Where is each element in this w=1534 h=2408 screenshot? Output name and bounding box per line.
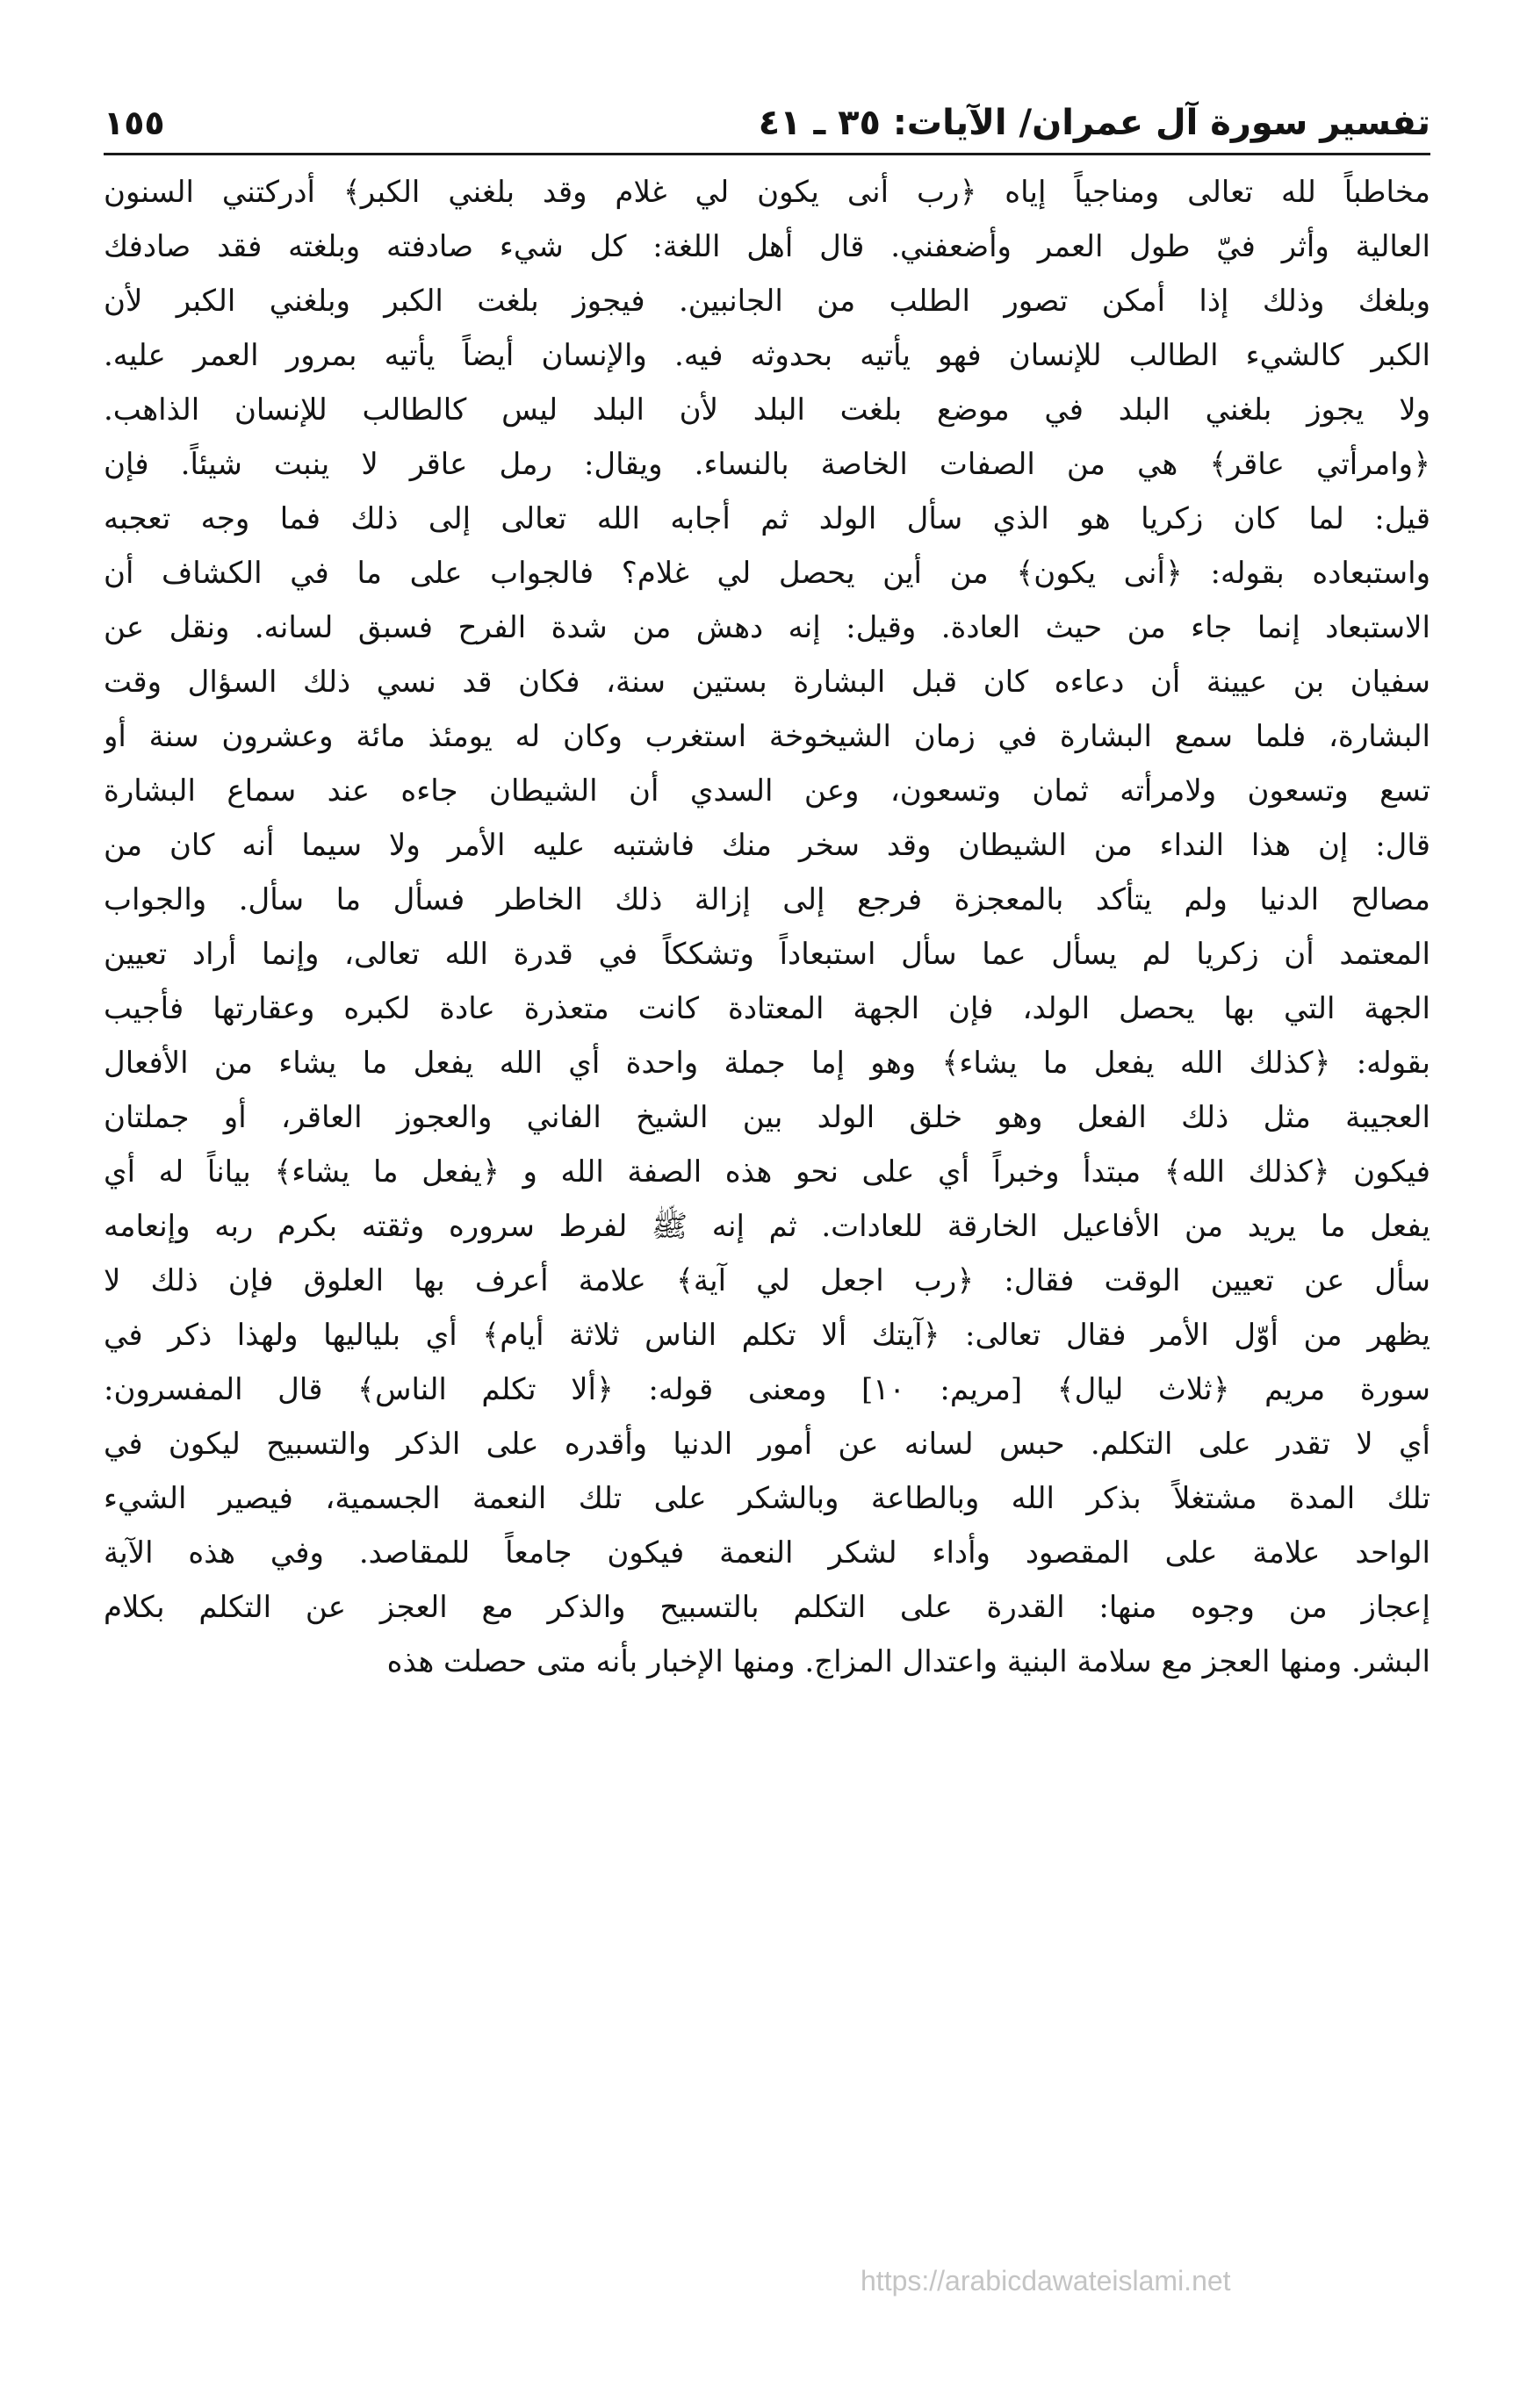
text-line: الكبر كالشيء الطالب للإنسان فهو يأتيه بحدوثه فيه. والإنسان أيضاً يأتيه بمرور العمر عليه. [104, 338, 1430, 373]
text-line: قال: إن هذا النداء من الشيطان وقد سخر منك فاشتبه عليه الأمر ولا سيما أنه كان من [104, 828, 1430, 863]
text-line: الجهة التي بها يحصل الولد، فإن الجهة المعتادة كانت متعذرة عادة لكبره وعقارتها فأجيب [104, 991, 1430, 1026]
text-line: الواحد علامة على المقصود وأداء لشكر النعمة فيكون جامعاً للمقاصد. وفي هذه الآية [104, 1535, 1430, 1571]
header-divider [104, 153, 1430, 155]
text-line: ولا يجوز بلغني البلد في موضع بلغت البلد لأن البلد ليس كالطالب للإنسان الذاهب. [104, 392, 1430, 428]
text-line: مخاطباً لله تعالى ومناجياً إياه ﴿رب أنى يكون لي غلام وقد بلغني الكبر﴾ أدركتني السنون [104, 175, 1430, 210]
running-title: تفسير سورة آل عمران/ الآيات: ٣٥ ـ ٤١ [758, 103, 1430, 143]
tafsir-body-text [104, 165, 1430, 1689]
text-line: يفعل ما يريد من الأفاعيل الخارقة للعادات. ثم إنه ﷺ لفرط سروره وثقته بكرم ربه وإنعامه [104, 1209, 1430, 1244]
text-line: البشر. ومنها العجز مع سلامة البنية واعتدال المزاج. ومنها الإخبار بأنه متى حصلت هذه [386, 1644, 1430, 1679]
text-line: تلك المدة مشتغلاً بذكر الله وبالطاعة وبالشكر على تلك النعمة الجسمية، فيصير الشيء [104, 1481, 1430, 1516]
text-line: بقوله: ﴿كذلك الله يفعل ما يشاء﴾ وهو إما جملة واحدة أي الله يفعل ما يشاء من الأفعال [104, 1046, 1430, 1081]
text-line: سفيان بن عيينة أن دعاءه كان قبل البشارة بستين سنة، فكان قد نسي ذلك السؤال وقت [104, 665, 1430, 700]
text-line: قيل: لما كان زكريا هو الذي سأل الولد ثم أجابه الله تعالى إلى ذلك فما وجه تعجبه [104, 501, 1430, 536]
text-line: تسع وتسعون ولامرأته ثمان وتسعون، وعن السدي أن الشيطان جاءه عند سماع البشارة [104, 773, 1430, 809]
text-line: العالية وأثر فيّ طول العمر وأضعفني. قال أهل اللغة: كل شيء صادفته وبلغته فقد صادفك [104, 229, 1430, 264]
text-line: ﴿وامرأتي عاقر﴾ هي من الصفات الخاصة بالنساء. ويقال: رمل عاقر لا ينبت شيئاً. فإن [104, 447, 1430, 482]
text-line: سورة مريم ﴿ثلاث ليال﴾ [مريم: ١٠] ومعنى قوله: ﴿ألا تكلم الناس﴾ قال المفسرون: [104, 1372, 1430, 1407]
text-line: فيكون ﴿كذلك الله﴾ مبتدأ وخبراً أي على نحو هذه الصفة الله و ﴿يفعل ما يشاء﴾ بياناً له أي [104, 1154, 1430, 1190]
text-line: أي لا تقدر على التكلم. حبس لسانه عن أمور الدنيا وأقدره على الذكر والتسبيح ليكون في [104, 1427, 1430, 1462]
page-header [104, 97, 1430, 156]
text-line: العجيبة مثل ذلك الفعل وهو خلق الولد بين الشيخ الفاني والعجوز العاقر، أو جملتان [104, 1100, 1430, 1135]
page-number: ١٥٥ [104, 104, 165, 142]
text-line: وبلغك وذلك إذا أمكن تصور الطلب من الجانبين. فيجوز بلغت الكبر وبلغني الكبر لأن [104, 284, 1430, 319]
text-line: سأل عن تعيين الوقت فقال: ﴿رب اجعل لي آية﴾ علامة أعرف بها العلوق فإن ذلك لا [104, 1263, 1430, 1298]
text-line: مصالح الدنيا ولم يتأكد بالمعجزة فرجع إلى إزالة ذلك الخاطر فسأل ما سأل. والجواب [104, 882, 1430, 917]
text-line: البشارة، فلما سمع البشارة في زمان الشيخوخة استغرب وكان له يومئذ مائة وعشرون سنة أو [104, 719, 1430, 754]
text-line: الاستبعاد إنما جاء من حيث العادة. وقيل: إنه دهش من شدة الفرح فسبق لسانه. ونقل عن [104, 610, 1430, 645]
text-line: إعجاز من وجوه منها: القدرة على التكلم بالتسبيح والذكر مع العجز عن التكلم بكلام [104, 1590, 1430, 1625]
text-line: المعتمد أن زكريا لم يسأل عما سأل استبعاداً وتشككاً في قدرة الله تعالى، وإنما أراد تعيين [104, 937, 1430, 972]
source-watermark: https://arabicdawateislami.net [861, 2265, 1231, 2297]
text-line: يظهر من أوّل الأمر فقال تعالى: ﴿آيتك ألا تكلم الناس ثلاثة أيام﴾ أي بلياليها ولهذا ذكر في [104, 1318, 1430, 1353]
text-line: واستبعاده بقوله: ﴿أنى يكون﴾ من أين يحصل لي غلام؟ فالجواب على ما في الكشاف أن [104, 556, 1430, 591]
